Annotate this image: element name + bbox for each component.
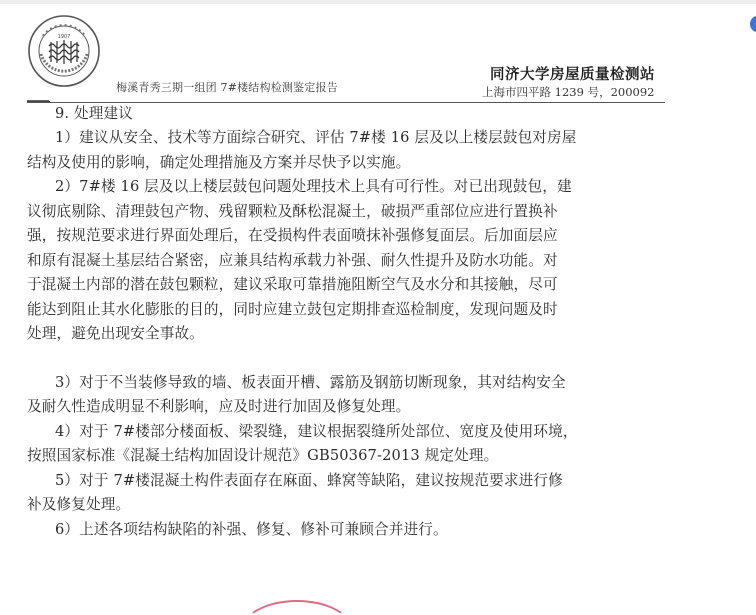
edge-marker-icon (750, 16, 756, 32)
paragraph-line: 和原有混凝土基层结合紧密，应兼具结构承载力补强、耐久性提升及防水功能。对 (27, 252, 558, 269)
header-divider (27, 102, 665, 103)
paragraph-line: 3）对于不当装修导致的墙、板表面开槽、露筋及钢筋切断现象，其对结构安全 (55, 374, 566, 391)
paragraph-line: 补及修复处理。 (27, 496, 131, 513)
organization-name: 同济大学房屋质量检测站 (490, 67, 655, 83)
paragraph-line: 按照国家标准《混凝土结构加固设计规范》GB50367-2013 规定处理。 (27, 447, 499, 464)
paragraph-line: 2）7#楼 16 层及以上楼层鼓包问题处理技术上具有可行性。对已出现鼓包，建 (55, 178, 572, 195)
seal-year: 1907 (57, 34, 71, 40)
paragraph-line: 及耐久性造成明显不利影响，应及时进行加固及修复处理。 (27, 398, 411, 415)
paragraph-line: 处理，避免出现安全事故。 (27, 325, 204, 342)
paragraph-line: 5）对于 7#楼混凝土构件表面存在麻面、蜂窝等缺陷，建议按规范要求进行修 (55, 472, 563, 489)
paragraph-line: 能达到阻止其水化膨胀的目的，同时应建立鼓包定期排查巡检制度，发现问题及时 (27, 301, 558, 318)
university-seal-logo (27, 14, 101, 88)
paragraph-line: 强，按规范要求进行界面处理后，在受损构件表面喷抹补强修复面层。后加面层应 (27, 227, 558, 244)
organization-address: 上海市四平路 1239 号，200092 (482, 85, 655, 99)
paragraph-line: 6）上述各项结构缺陷的补强、修复、修补可兼顾合并进行。 (55, 521, 448, 538)
paragraph-line: 结构及使用的影响，确定处理措施及方案并尽快予以实施。 (27, 154, 411, 171)
paragraph-line: 4）对于 7#楼部分楼面板、梁裂缝，建议根据裂缝所处部位、宽度及使用环境， (55, 423, 578, 440)
paragraph-line: 1）建议从安全、技术等方面综合研究、评估 7#楼 16 层及以上楼层鼓包对房屋 (55, 129, 577, 146)
section-title: 9. 处理建议 (55, 105, 133, 122)
paragraph-line: 议彻底剔除、清理鼓包产物、残留颗粒及酥松混凝土，破损严重部位应进行置换补 (27, 203, 558, 220)
report-title: 梅溪青秀三期一组团 7#楼结构检测鉴定报告 (116, 81, 338, 94)
paragraph-line: 于混凝土内部的潜在鼓包颗粒，建议采取可靠措施阻断空气及水分和其接触，尽可 (27, 276, 558, 293)
